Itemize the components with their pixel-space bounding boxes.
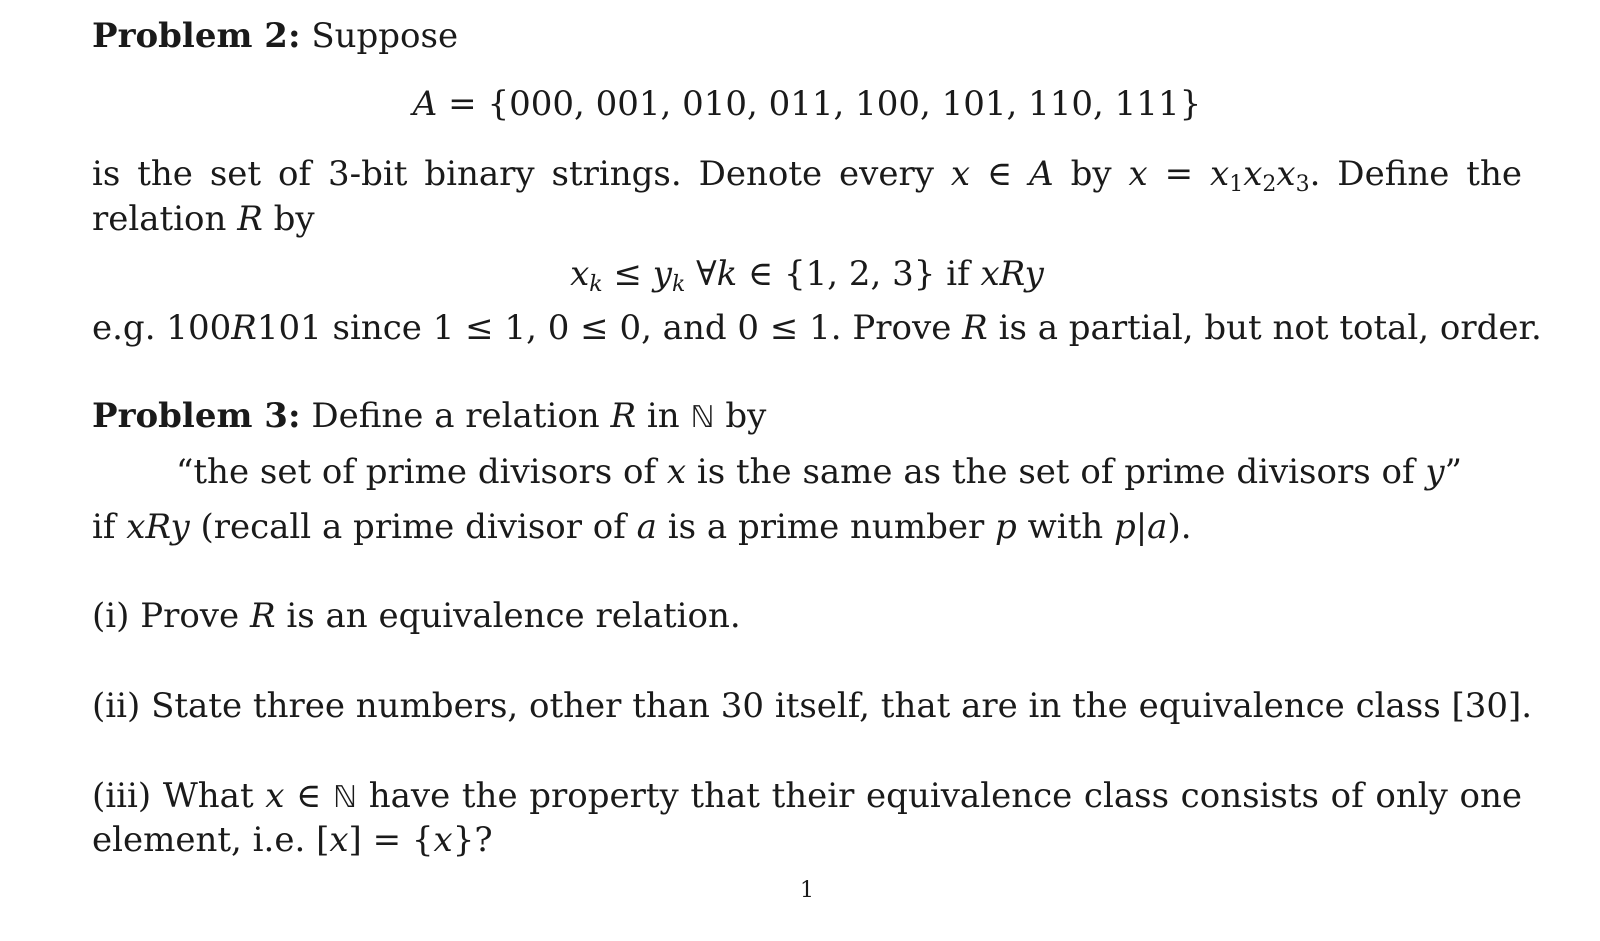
math-x: x	[1210, 154, 1230, 194]
problem-2-intro: Suppose	[311, 16, 459, 56]
document-page	[92, 0, 1542, 941]
set-a-equation	[92, 84, 1522, 124]
problem-2-heading: Problem 2:	[92, 16, 301, 56]
problem-3-quote-line	[176, 452, 1462, 492]
math-in: ∈	[284, 776, 333, 816]
text-segment: with	[1016, 507, 1114, 547]
text-segment: is a partial, but not total, order.	[987, 308, 1542, 348]
text-segment: ).	[1167, 507, 1192, 547]
problem-3-heading-line	[92, 396, 766, 438]
text-segment: e.g. 100	[92, 308, 232, 348]
subscript: 2	[1262, 172, 1277, 197]
text-segment: ] = {	[348, 820, 434, 860]
math-A: A	[1029, 154, 1054, 194]
text-segment: ”	[1444, 452, 1462, 492]
subscript: 1	[1229, 172, 1244, 197]
math-x: x	[265, 776, 285, 816]
text-segment: by	[262, 199, 315, 239]
math-R: R	[249, 596, 276, 636]
math-y: y	[652, 254, 672, 294]
math-x: x	[1128, 154, 1148, 194]
math-a: a	[636, 507, 657, 547]
math-y: y	[1425, 452, 1445, 492]
relation-condition	[92, 254, 1522, 305]
math-x: x	[329, 820, 349, 860]
problem-2-heading-line	[92, 16, 458, 56]
subscript: 3	[1295, 172, 1310, 197]
math-x: x	[1243, 154, 1263, 194]
page-number: 1	[800, 878, 814, 903]
text-segment: ∈ {1, 2, 3} if	[737, 254, 981, 294]
text-segment: “the set of prime divisors of	[176, 452, 667, 492]
text-segment: element, i.e. [	[92, 820, 330, 860]
text-segment: by	[1053, 154, 1129, 194]
math-R: R	[962, 308, 988, 348]
part-i	[92, 596, 741, 636]
math-le: ≤	[602, 254, 653, 294]
problem-2-text-line-2	[92, 199, 315, 239]
text-segment: (recall a prime divisor of	[189, 507, 637, 547]
text-segment: if	[92, 507, 127, 547]
math-x: x	[1276, 154, 1296, 194]
part-iii-line-1	[92, 776, 1522, 818]
text-segment: is the same as the set of prime divisors of	[686, 452, 1426, 492]
math-x: x	[950, 154, 971, 194]
naturals-symbol: ℕ	[333, 780, 358, 815]
set-lhs: A	[412, 84, 438, 124]
text-segment: Define a relation	[311, 396, 611, 436]
text-segment: . Define the	[1309, 154, 1522, 194]
math-R: R	[237, 199, 263, 239]
text-segment: is the set of 3-bit binary strings. Denote every	[92, 154, 951, 194]
math-xRy: xRy	[126, 507, 190, 547]
part-ii-text: (ii) State three numbers, other than 30 itself, that are in the equivalence class [30].	[92, 686, 1533, 726]
math-R: R	[231, 308, 257, 348]
text-segment: have the property that their equivalence class consists of only one	[357, 776, 1522, 816]
text-segment: in	[636, 396, 691, 436]
text-segment: (i) Prove	[92, 596, 250, 636]
text-segment: by	[714, 396, 767, 436]
math-x: x	[570, 254, 590, 294]
math-p-divides-a: p|a	[1113, 507, 1168, 547]
math-k: k	[716, 254, 738, 294]
problem-2-example-line	[92, 308, 1542, 348]
math-eq: =	[1147, 154, 1211, 194]
math-forall: ∀	[685, 254, 717, 294]
set-eq: =	[437, 84, 488, 124]
problem-2-text-line-1	[92, 154, 1522, 205]
text-segment: 101 since 1 ≤ 1, 0 ≤ 0, and 0 ≤ 1. Prove	[256, 308, 963, 348]
text-segment: is an equivalence relation.	[275, 596, 741, 636]
problem-3-heading: Problem 3:	[92, 396, 301, 436]
math-xRy: xRy	[980, 254, 1044, 294]
math-R: R	[610, 396, 637, 436]
part-iii-line-2	[92, 820, 493, 860]
problem-3-recall-line	[92, 507, 1192, 547]
set-rhs: {000, 001, 010, 011, 100, 101, 110, 111}	[487, 84, 1202, 124]
text-segment: relation	[92, 199, 238, 239]
text-segment: is a prime number	[656, 507, 996, 547]
part-ii	[92, 686, 1532, 726]
math-in: ∈	[970, 154, 1030, 194]
text-segment: (iii) What	[92, 776, 266, 816]
naturals-symbol: ℕ	[690, 400, 715, 435]
math-x: x	[433, 820, 453, 860]
text-segment: }?	[452, 820, 493, 860]
subscript: k	[589, 272, 603, 297]
subscript: k	[671, 272, 686, 297]
math-p: p	[995, 507, 1017, 547]
math-x: x	[666, 452, 687, 492]
